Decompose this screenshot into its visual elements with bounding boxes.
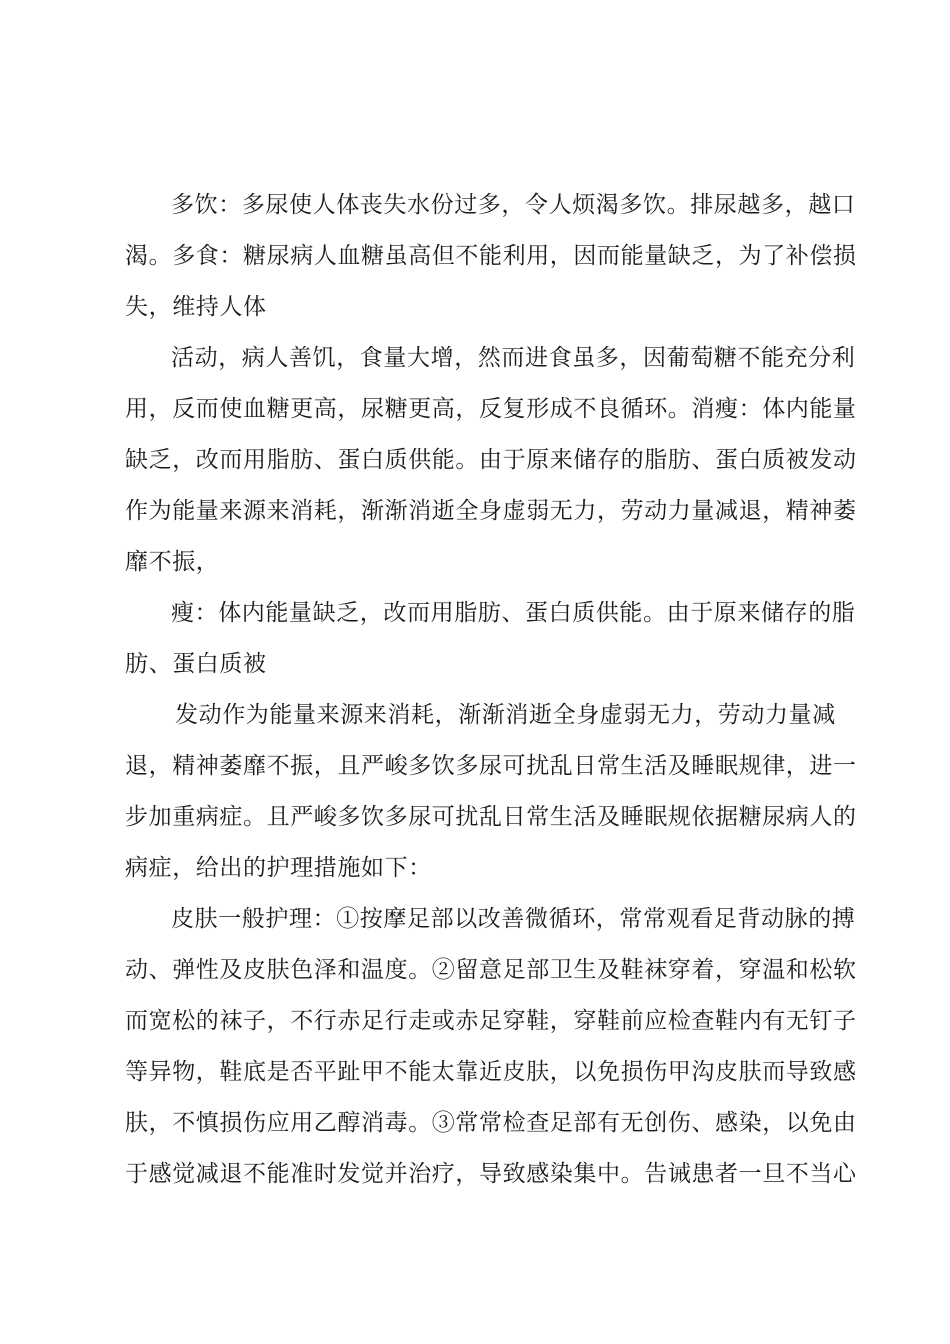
text-line: 肤，不慎损伤应用乙醇消毒。③常常检查足部有无创伤、感染，以免由 bbox=[125, 1110, 857, 1136]
paragraph-polydipsia bbox=[125, 180, 857, 333]
text-line: 步加重病症。且严峻多饮多尿可扰乱日常生活及睡眠规依据糖尿病人的 bbox=[125, 804, 857, 830]
paragraph-skin-care bbox=[125, 894, 857, 1200]
text-line: 等异物，鞋底是否平趾甲不能太靠近皮肤，以免损伤甲沟皮肤而导致感 bbox=[125, 1059, 857, 1085]
text-line: 发动作为能量来源来消耗，渐渐消逝全身虚弱无力，劳动力量减 bbox=[175, 702, 836, 728]
text-line: 用，反而使血糖更高，尿糖更高，反复形成不良循环。消瘦：体内能量 bbox=[125, 396, 857, 422]
text-line: 多饮：多尿使人体丧失水份过多，令人烦渴多饮。排尿越多，越口 bbox=[171, 192, 856, 218]
text-line: 缺乏，改而用脂肪、蛋白质供能。由于原来储存的脂肪、蛋白质被发动 bbox=[125, 447, 857, 473]
text-line: 动、弹性及皮肤色泽和温度。②留意足部卫生及鞋袜穿着，穿温和松软 bbox=[125, 957, 857, 983]
text-line: 活动，病人善饥，食量大增，然而进食虽多，因葡萄糖不能充分利 bbox=[171, 345, 856, 371]
paragraph-energy-consumption bbox=[125, 690, 857, 894]
text-line: 肪、蛋白质被 bbox=[125, 651, 267, 677]
text-line: 皮肤一般护理：①按摩足部以改善微循环，常常观看足背动脉的搏 bbox=[171, 906, 856, 932]
text-line: 瘦：体内能量缺乏，改而用脂肪、蛋白质供能。由于原来储存的脂 bbox=[171, 600, 856, 626]
paragraph-activity bbox=[125, 333, 857, 588]
text-line: 渴。多食：糖尿病人血糖虽高但不能利用，因而能量缺乏，为了补偿损 bbox=[125, 243, 857, 269]
text-line: 于感觉减退不能准时发觉并治疗，导致感染集中。告诫患者一旦不当心 bbox=[125, 1161, 857, 1187]
text-line: 作为能量来源来消耗，渐渐消逝全身虚弱无力，劳动力量减退，精神萎 bbox=[125, 498, 857, 524]
text-line: 退，精神萎靡不振，且严峻多饮多尿可扰乱日常生活及睡眠规律，进一 bbox=[125, 753, 857, 779]
text-line: 靡不振， bbox=[125, 549, 220, 575]
text-line: 失，维持人体 bbox=[125, 294, 267, 320]
text-line: 病症，给出的护理措施如下： bbox=[125, 855, 432, 881]
text-line: 而宽松的袜子，不行赤足行走或赤足穿鞋，穿鞋前应检查鞋内有无钉子 bbox=[125, 1008, 857, 1034]
document-body bbox=[125, 180, 857, 1200]
paragraph-emaciation bbox=[125, 588, 856, 690]
